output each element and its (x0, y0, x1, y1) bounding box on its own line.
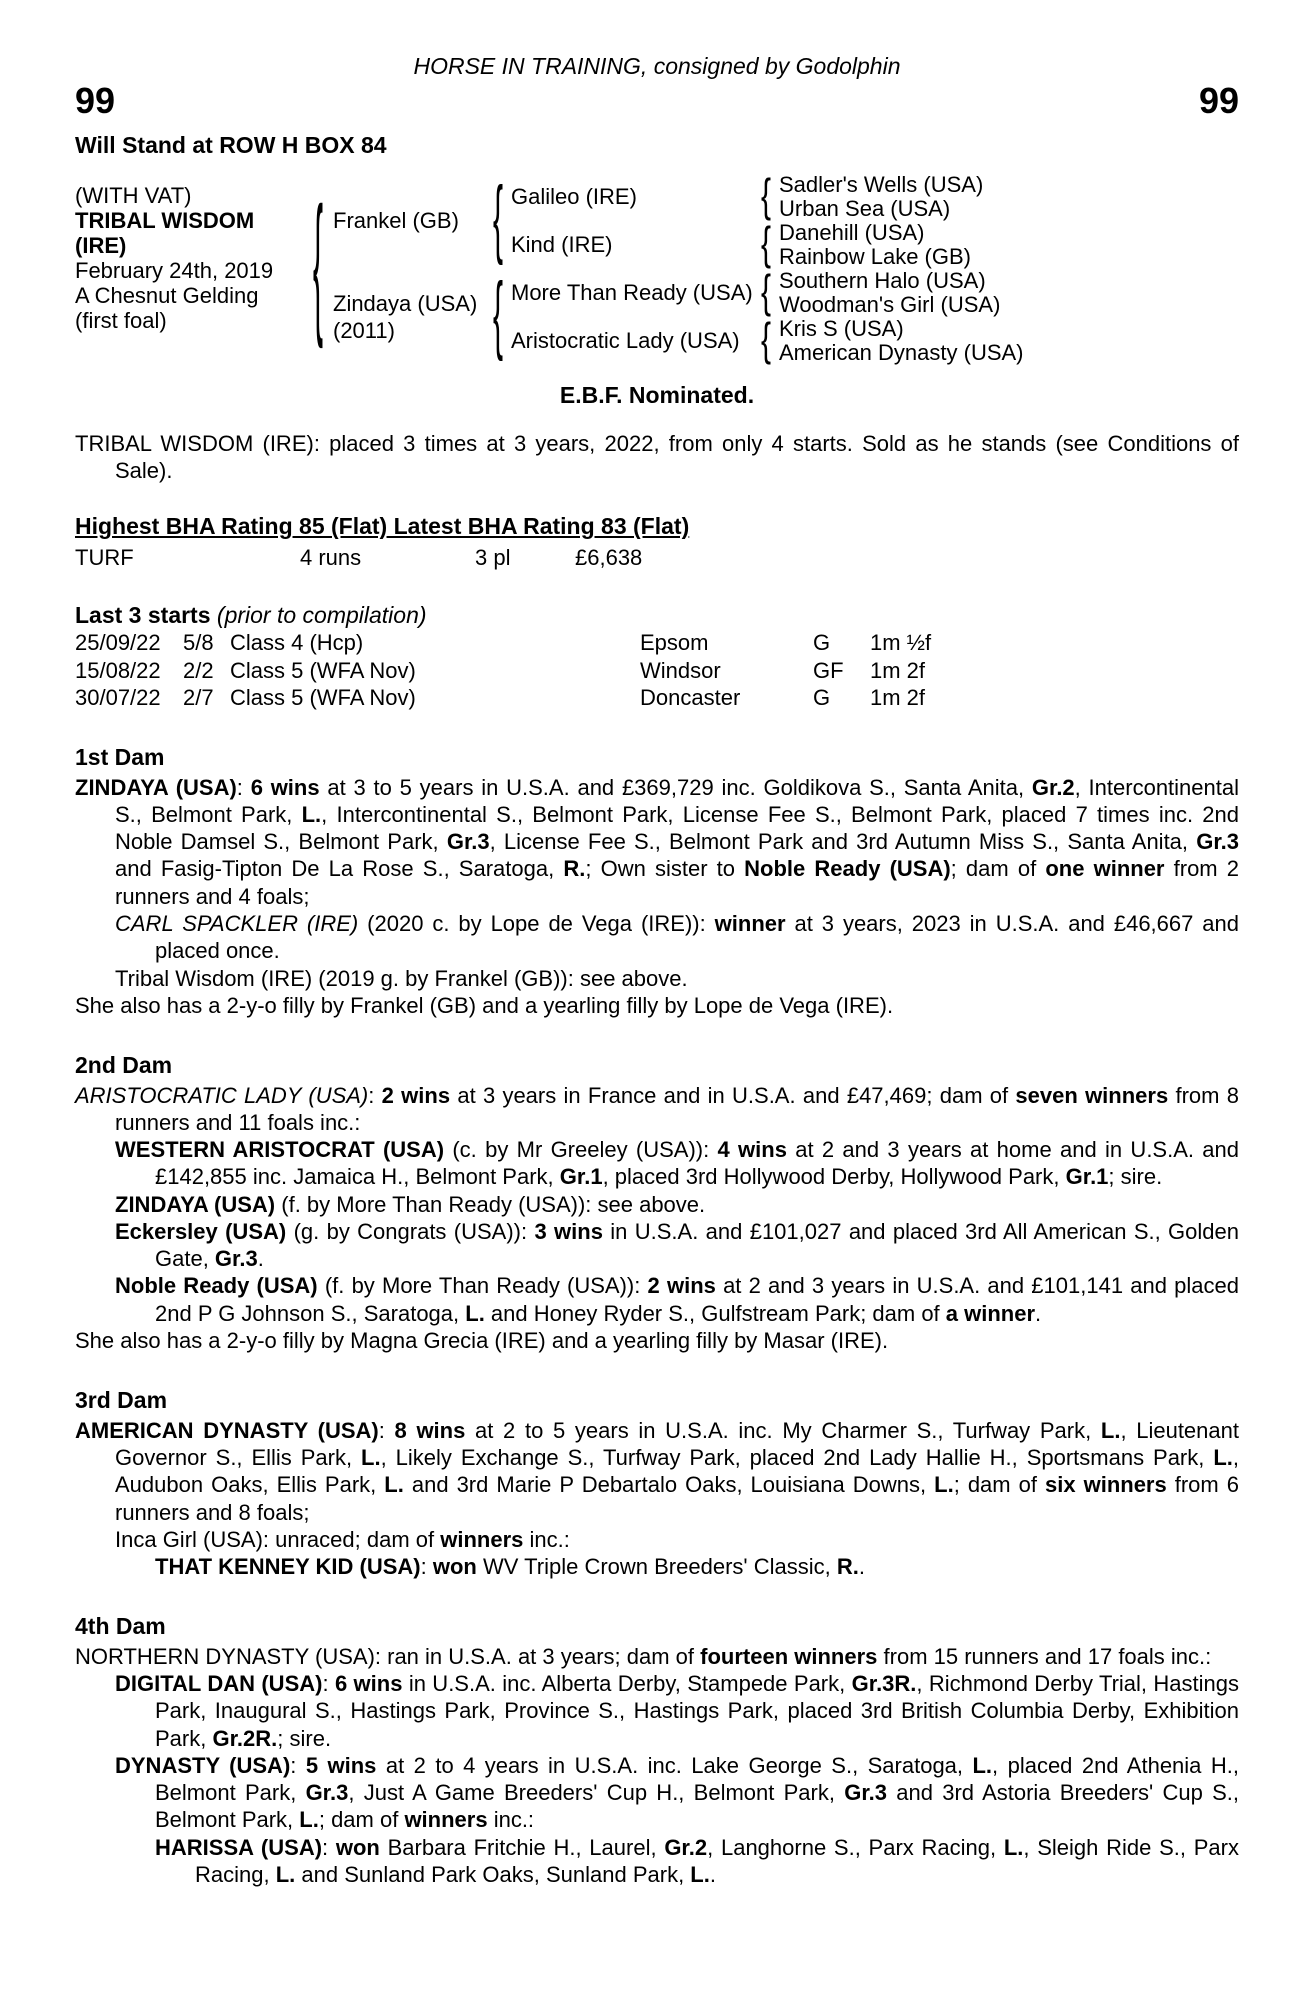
last-starts-heading (75, 601, 1239, 630)
start-row (75, 684, 1239, 711)
stand-location-note: Will Stand at ROW H BOX 84 (75, 131, 387, 158)
dam-sire-sire-name: Southern Halo (USA) (779, 268, 986, 294)
start-cell: 5/8 (183, 630, 214, 656)
text-segment: inc.: (487, 1807, 535, 1833)
text-segment: L. (275, 1862, 296, 1887)
bha-stats-row (75, 544, 1239, 571)
text-segment: She also has a 2-y-o filly by Magna Grecia (IRE) and a yearling filly by Masar (IRE). (75, 1327, 889, 1353)
lot-number-row (75, 79, 1239, 121)
text-segment: , Intercontinental S., Belmont Park, License Fee S., Belmont Park, placed 7 times inc. 2nd Noble Damsel S., Belmont Park, (115, 801, 1239, 855)
text-segment: ; Own sister to (585, 856, 745, 882)
bha-rating-heading: Highest BHA Rating 85 (Flat) Latest BHA Rating 83 (Flat) (75, 513, 690, 540)
text-segment: (c. by Mr Greeley (USA)): (444, 1137, 718, 1163)
brace-icon: { (760, 314, 772, 366)
text-segment: TRIBAL WISDOM (IRE): placed 3 times at 3 years, 2022, from only 4 starts. Sold as he stands (see Conditions of Sale). (75, 430, 1239, 483)
text-segment: , Richmond Derby Trial, Hastings Park, Inaugural S., Hastings Park, Province S., Hastings Park, placed 3rd British Columbia Derby, Exhibition Park, (155, 1671, 1239, 1751)
pedigree-brace-gp1 (753, 170, 779, 222)
text-segment: winner (714, 911, 786, 937)
catalogue-paragraph (75, 1643, 1239, 1670)
sire-sire-sire-name: Sadler's Wells (USA) (779, 172, 984, 198)
text-segment: in U.S.A. and £101,027 and placed 3rd All American S., Golden Gate, (155, 1218, 1239, 1272)
start-cell: Class 5 (WFA Nov) (230, 684, 416, 710)
ebf-nominated-note: E.B.F. Nominated. (559, 382, 755, 409)
dam-dam-sire-name: Kris S (USA) (779, 316, 904, 342)
text-segment: six winners (1045, 1472, 1167, 1498)
start-cell: Class 5 (WFA Nov) (230, 657, 416, 683)
vat-note: (WITH VAT) (75, 183, 192, 209)
text-segment: 6 wins (250, 774, 320, 800)
text-segment: L. (361, 1445, 381, 1471)
text-segment: ; dam of (950, 856, 1046, 882)
pedigree-brace-gp3 (753, 266, 779, 318)
text-segment: , placed 3rd Hollywood Derby, Hollywood Park, (602, 1164, 1066, 1190)
text-segment: ZINDAYA (USA) (75, 774, 237, 800)
text-segment: She also has a 2-y-o filly by Frankel (GB) and a yearling filly by Lope de Vega (IRE). (75, 992, 894, 1018)
text-segment: , Lieutenant Governor S., Ellis Park, (115, 1417, 1239, 1471)
text-segment: Inca Girl (USA): unraced; dam of (115, 1526, 441, 1552)
text-segment: DIGITAL DAN (USA) (115, 1671, 323, 1697)
text-segment: won (335, 1834, 380, 1860)
start-cell: Windsor (640, 657, 721, 683)
start-row (75, 629, 1239, 656)
start-cell: 1m 2f (870, 657, 926, 683)
text-segment: WV Triple Crown Breeders' Classic, (476, 1554, 837, 1580)
start-cell: Epsom (640, 630, 709, 656)
catalogue-paragraph (75, 965, 1239, 992)
text-segment: L. (1213, 1445, 1233, 1471)
dam-sire-dam-name: Woodman's Girl (USA) (779, 292, 1001, 318)
text-segment: L. (299, 1807, 319, 1833)
text-segment: L. (972, 1752, 993, 1778)
text-segment: L. (465, 1300, 485, 1326)
text-segment: and Honey Ryder S., Gulfstream Park; dam of (484, 1300, 946, 1326)
last-starts-title: Last 3 starts (75, 601, 211, 628)
text-segment: won (432, 1554, 477, 1580)
catalogue-paragraph (75, 1752, 1239, 1834)
catalogue-paragraph (75, 1082, 1239, 1137)
text-segment: Gr.1 (1065, 1164, 1109, 1190)
dam-sire-name: More Than Ready (USA) (511, 280, 753, 306)
text-segment: . (257, 1246, 264, 1272)
dam-paragraphs (75, 1082, 1239, 1355)
text-segment: L. (301, 801, 322, 827)
horse-name: TRIBAL WISDOM (IRE) (75, 208, 255, 259)
horse-description: A Chesnut Gelding (75, 283, 259, 309)
start-cell: 2/7 (183, 684, 214, 710)
text-segment: at 2 and 3 years in U.S.A. and £101,141 and placed 2nd P G Johnson S., Saratoga, (155, 1273, 1239, 1326)
text-segment: AMERICAN DYNASTY (USA) (75, 1417, 379, 1443)
text-segment: ZINDAYA (USA) (115, 1191, 276, 1217)
text-segment: (g. by Congrats (USA)): (286, 1218, 535, 1244)
text-segment: Gr.3 (1196, 829, 1240, 855)
dam-section-1 (75, 743, 1239, 1019)
catalogue-paragraph (75, 1526, 1239, 1553)
catalogue-paragraph (75, 1553, 1239, 1580)
text-segment: Gr.2 (664, 1834, 708, 1860)
text-segment: seven winners (1015, 1082, 1169, 1108)
text-segment: , placed 2nd Athenia H., Belmont Park, (155, 1752, 1239, 1806)
text-segment: : (236, 774, 251, 800)
start-cell: 25/09/22 (75, 630, 161, 656)
text-segment: from 2 runners and 4 foals; (115, 856, 1240, 909)
last-starts-subtitle: (prior to compilation) (216, 601, 427, 628)
text-segment: Tribal Wisdom (IRE) (2019 g. by Frankel (GB)): see above. (115, 965, 688, 991)
text-segment: L. (384, 1472, 404, 1498)
text-segment: fourteen winners (700, 1643, 878, 1669)
bha-rating-block (75, 512, 1239, 571)
text-segment: , Sleigh Ride S., Parx Racing, (195, 1834, 1239, 1887)
text-segment: in U.S.A. inc. Alberta Derby, Stampede Park, (402, 1671, 852, 1697)
text-segment: Eckersley (USA) (115, 1218, 287, 1244)
text-segment: Gr.3R. (851, 1671, 917, 1697)
catalogue-paragraph (75, 910, 1239, 965)
text-segment: Gr.2R. (212, 1725, 278, 1751)
text-segment: Gr.3 (446, 829, 490, 855)
lot-number-left: 99 (75, 79, 116, 121)
text-segment: NORTHERN DYNASTY (USA): ran in U.S.A. at 3 years; dam of (75, 1643, 701, 1669)
brace-icon: { (760, 218, 772, 270)
catalogue-paragraph (75, 1670, 1239, 1752)
text-segment: ARISTOCRATIC LADY (USA) (75, 1082, 369, 1108)
text-segment: at 2 to 5 years in U.S.A. inc. My Charmer S., Turfway Park, (465, 1417, 1101, 1443)
bha-placed: 3 pl (475, 544, 511, 570)
last-starts-block (75, 601, 1239, 711)
brace-icon: { (492, 171, 504, 268)
text-segment: 6 wins (334, 1671, 403, 1697)
text-segment: from 15 runners and 17 foals inc.: (877, 1643, 1212, 1669)
pedigree-brace-sire (485, 173, 511, 269)
text-segment: and 3rd Astoria Breeders' Cup S., Belmont Park, (155, 1780, 1240, 1833)
text-segment: . (1035, 1300, 1042, 1326)
text-segment: ; dam of (318, 1807, 405, 1833)
start-cell: 1m 2f (870, 684, 926, 710)
text-segment: from 6 runners and 8 foals; (115, 1472, 1239, 1525)
start-cell: 15/08/22 (75, 657, 161, 683)
brace-icon: { (492, 267, 504, 364)
text-segment: , Intercontinental S., Belmont Park, (115, 774, 1239, 827)
text-segment: Noble Ready (USA) (744, 856, 951, 882)
dam-dam-name: Aristocratic Lady (USA) (511, 328, 740, 354)
bha-runs: 4 runs (300, 544, 362, 570)
dam-heading: 2nd Dam (75, 1052, 173, 1079)
brace-icon: { (312, 180, 324, 353)
text-segment: Noble Ready (USA) (115, 1273, 318, 1299)
text-segment: : (322, 1671, 335, 1697)
text-segment: winners (404, 1807, 488, 1833)
dam-year: (2011) (333, 318, 395, 344)
text-segment: ; sire. (1108, 1164, 1163, 1190)
text-segment: 5 wins (305, 1752, 377, 1778)
dam-heading: 3rd Dam (75, 1387, 168, 1414)
sire-dam-dam-name: Rainbow Lake (GB) (779, 244, 971, 270)
text-segment: one winner (1045, 856, 1165, 882)
dam-paragraphs (75, 1417, 1239, 1581)
text-segment: 2 wins (381, 1082, 451, 1108)
text-segment: at 3 to 5 years in U.S.A. and £369,729 inc. Goldikova S., Santa Anita, (319, 774, 1032, 800)
text-segment: 8 wins (394, 1417, 466, 1443)
horse-foal-note: (first foal) (75, 308, 167, 334)
horse-foaling-date: February 24th, 2019 (75, 258, 274, 284)
text-segment: at 2 to 4 years in U.S.A. inc. Lake George S., Saratoga, (376, 1752, 973, 1778)
dam-paragraphs (75, 774, 1239, 1019)
last-starts-table (75, 629, 1239, 711)
text-segment: DYNASTY (USA) (115, 1752, 291, 1778)
text-segment: , Langhorne S., Parx Racing, (707, 1834, 1004, 1860)
text-segment: and Sunland Park Oaks, Sunland Park, (295, 1862, 691, 1887)
text-segment: (f. by More Than Ready (USA)): (317, 1273, 648, 1299)
catalogue-paragraph (75, 992, 1239, 1019)
dam-name-block (333, 269, 485, 365)
dam-dam-dam-name: American Dynasty (USA) (779, 340, 1024, 366)
catalogue-paragraph (75, 1327, 1239, 1354)
text-segment: ; sire. (277, 1725, 332, 1751)
text-segment: at 2 and 3 years at home and in U.S.A. and £142,855 inc. Jamaica H., Belmont Park, (155, 1137, 1239, 1190)
text-segment: . (709, 1862, 716, 1887)
catalogue-paragraph (75, 1272, 1239, 1327)
text-segment: 3 wins (534, 1218, 603, 1244)
text-segment: L. (1003, 1834, 1024, 1860)
text-segment: 4 wins (717, 1137, 787, 1163)
page-header-title: HORSE IN TRAINING, consigned by Godolphin (413, 53, 901, 79)
text-segment: : (368, 1082, 382, 1108)
dam-heading: 4th Dam (75, 1613, 166, 1640)
text-segment: a winner (945, 1300, 1036, 1326)
text-segment: R. (563, 856, 586, 882)
text-segment: R. (836, 1554, 859, 1580)
text-segment: at 3 years, 2023 in U.S.A. and £46,667 and placed once. (155, 911, 1240, 964)
text-segment: at 3 years in France and in U.S.A. and £47,469; dam of (450, 1082, 1016, 1108)
text-segment: Gr.3 (844, 1780, 888, 1806)
text-segment: Gr.2 (1031, 774, 1075, 800)
bha-earnings: £6,638 (575, 544, 643, 570)
bha-surface: TURF (75, 544, 134, 570)
catalogue-paragraph (75, 1218, 1239, 1273)
dam-paragraphs (75, 1643, 1239, 1888)
lot-number-right: 99 (1198, 79, 1239, 121)
text-segment: , Audubon Oaks, Ellis Park, (115, 1445, 1239, 1498)
start-cell: 2/2 (183, 657, 214, 683)
start-cell: 30/07/22 (75, 684, 161, 710)
dam-heading: 1st Dam (75, 744, 165, 771)
text-segment: THAT KENNEY KID (USA) (155, 1554, 421, 1580)
text-segment: L. (934, 1472, 954, 1498)
start-cell: GF (813, 657, 844, 683)
pedigree-brace-gp2 (753, 218, 779, 270)
catalogue-paragraph (75, 430, 1239, 485)
text-segment: from 8 runners and 11 foals inc.: (115, 1082, 1239, 1135)
brace-icon: { (760, 170, 772, 222)
intro-paragraphs (75, 430, 1239, 485)
text-segment: and Fasig-Tipton De La Rose S., Saratoga, (115, 856, 564, 882)
text-segment: : (420, 1554, 433, 1580)
dam-section-3 (75, 1386, 1239, 1580)
pedigree-brace-main (303, 173, 333, 365)
dam-section-2 (75, 1051, 1239, 1354)
sire-name: Frankel (GB) (333, 208, 459, 234)
text-segment: L. (690, 1862, 710, 1887)
text-segment: Barbara Fritchie H., Laurel, (379, 1834, 665, 1860)
sire-sire-name: Galileo (IRE) (511, 184, 637, 210)
pedigree-table (75, 170, 1239, 366)
text-segment: ; dam of (953, 1472, 1045, 1498)
pedigree-brace-gp4 (753, 314, 779, 366)
text-segment: WESTERN ARISTOCRAT (USA) (115, 1137, 445, 1163)
start-row (75, 657, 1239, 684)
text-segment: (2020 c. by Lope de Vega (IRE)): (358, 911, 715, 937)
sire-dam-sire-name: Danehill (USA) (779, 220, 925, 246)
text-segment: , License Fee S., Belmont Park and 3rd Autumn Miss S., Santa Anita, (489, 829, 1197, 855)
start-cell: G (813, 684, 831, 710)
catalogue-paragraph (75, 1136, 1239, 1191)
text-segment: : (378, 1417, 395, 1443)
text-segment: (f. by More Than Ready (USA)): see above. (275, 1191, 706, 1217)
sire-sire-dam-name: Urban Sea (USA) (779, 196, 951, 222)
dam-section-4 (75, 1612, 1239, 1888)
text-segment: inc.: (523, 1526, 570, 1552)
text-segment: Gr.1 (559, 1164, 603, 1190)
start-cell: 1m ½f (870, 630, 932, 656)
brace-icon: { (760, 266, 772, 318)
dam-name: Zindaya (USA) (333, 290, 478, 316)
text-segment: Gr.3 (214, 1246, 258, 1272)
catalogue-paragraph (75, 1191, 1239, 1218)
text-segment: , Likely Exchange S., Turfway Park, placed 2nd Lady Hallie H., Sportsmans Park, (380, 1445, 1214, 1471)
catalogue-paragraph (75, 1417, 1239, 1526)
text-segment: and 3rd Marie P Debartalo Oaks, Louisiana Downs, (403, 1472, 935, 1498)
text-segment: Gr.3 (305, 1780, 349, 1806)
start-cell: G (813, 630, 831, 656)
start-cell: Doncaster (640, 684, 741, 710)
start-cell: Class 4 (Hcp) (230, 630, 364, 656)
text-segment: . (858, 1554, 865, 1580)
catalogue-paragraph (75, 774, 1239, 910)
text-segment: 2 wins (647, 1273, 716, 1299)
pedigree-brace-dam (485, 269, 511, 365)
text-segment: : (322, 1834, 336, 1860)
text-segment: , Just A Game Breeders' Cup H., Belmont Park, (348, 1780, 845, 1806)
catalogue-paragraph (75, 1834, 1239, 1889)
sire-dam-name: Kind (IRE) (511, 232, 613, 258)
horse-details (75, 173, 303, 365)
text-segment: CARL SPACKLER (IRE) (115, 911, 359, 937)
text-segment: HARISSA (USA) (155, 1834, 323, 1860)
text-segment: winners (440, 1526, 524, 1552)
text-segment: L. (1100, 1417, 1121, 1443)
text-segment: : (290, 1752, 306, 1778)
